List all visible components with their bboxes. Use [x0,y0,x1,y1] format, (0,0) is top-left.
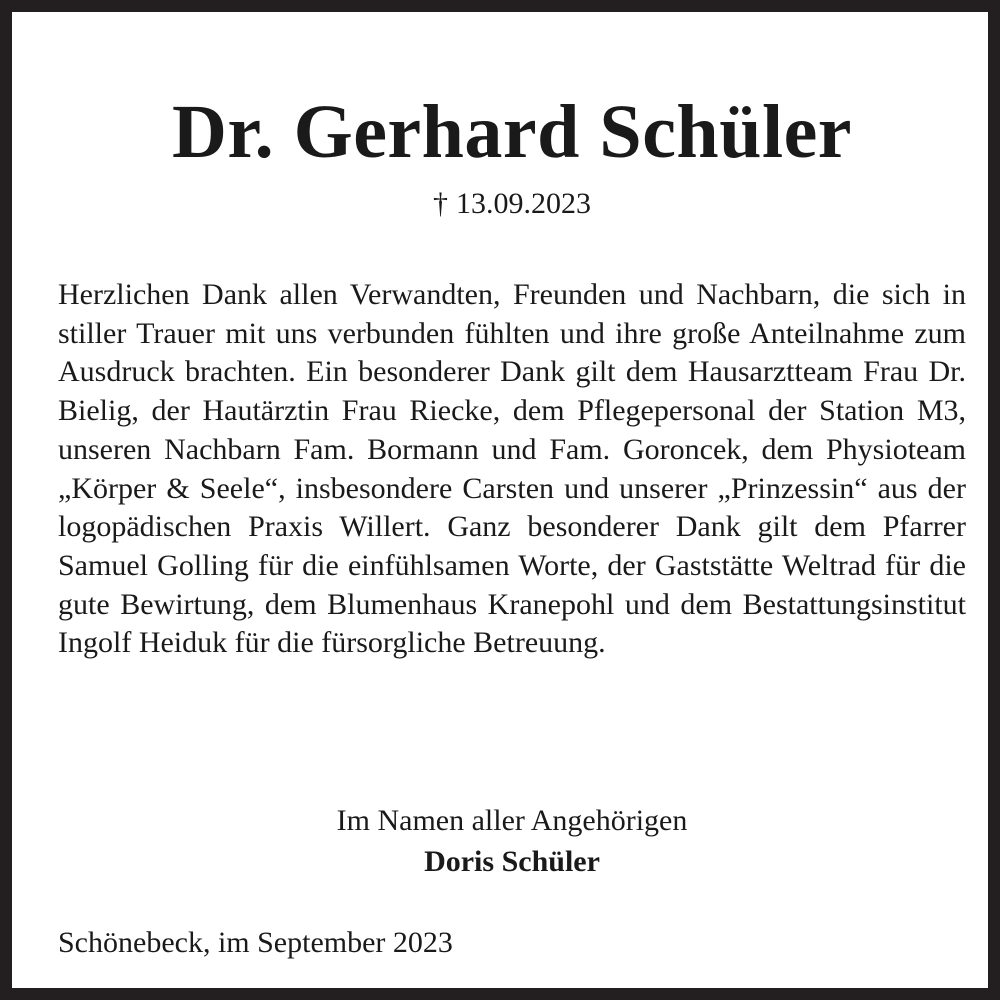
signature-intro: Im Namen aller Angehörigen [336,804,688,837]
place-and-date: Schönebeck, im September 2023 [58,926,453,959]
cross-icon: † [433,187,448,220]
deceased-name: Dr. Gerhard Schüler [171,90,853,174]
death-date: 13.09.2023 [456,187,591,220]
death-date-line [58,184,966,224]
thank-you-text: Herzlichen Dank allen Verwandten, Freunden und Nachbarn, die sich in stiller Trauer mit uns verbunden fühlten und ihre große Anteilnahme zum Ausdruck brachten. Ein besonderer Dank gilt dem Hausarztteam Frau Dr. Bielig, der Hautärztin Frau Riecke, dem Pflegepersonal der Station M3, unseren Nachbarn Fam. Bormann und Fam. Goroncek, dem Physioteam „Körper & Seele“, insbesondere Carsten und unserer „Prinzessin“ aus der logopädischen Praxis Willert. Ganz besonderer Dank gilt dem Pfarrer Samuel Golling für die einfühlsamen Worte, der Gaststätte Weltrad für die gute Bewirtung, dem Blumenhaus Kranepohl und dem Bestattungsinstitut Ingolf Heiduk für die fürsorgliche Betreuung. [58,278,966,660]
signature-name: Doris Schüler [424,845,600,878]
